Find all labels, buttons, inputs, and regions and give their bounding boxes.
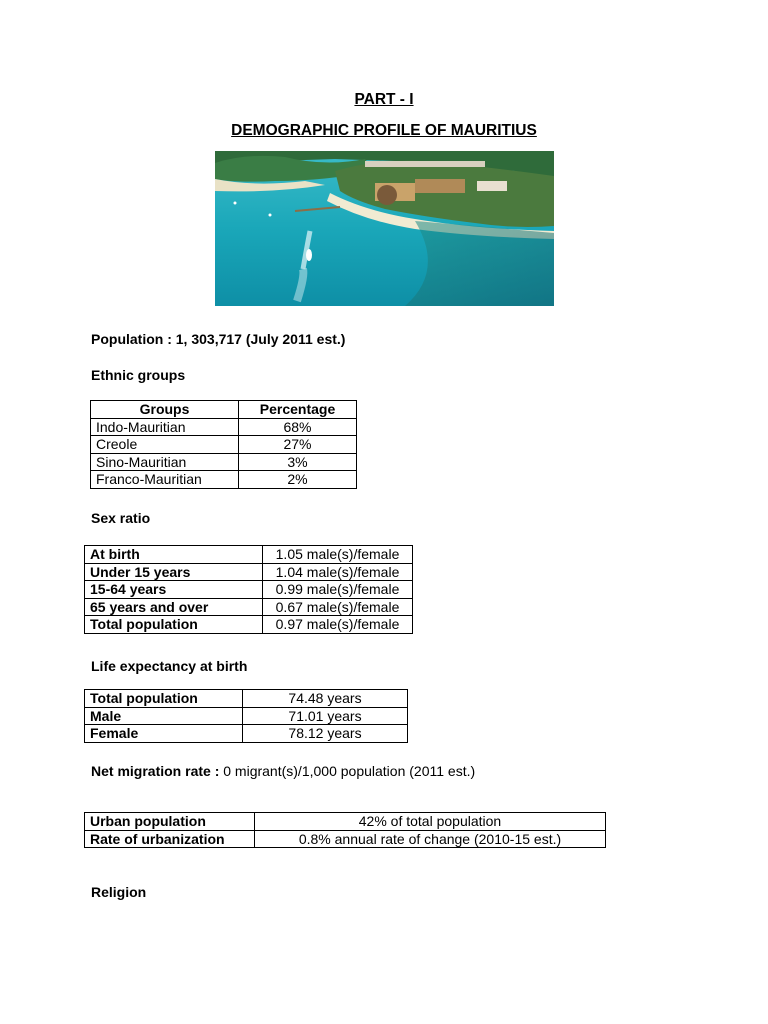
row-label: Female [85,725,243,743]
table-row [85,581,413,599]
table-row [85,616,413,634]
table-row [85,813,606,831]
row-value: 1.04 male(s)/female [263,563,413,581]
table-header-row [91,401,357,419]
row-value: 0.8% annual rate of change (2010-15 est.) [255,830,606,848]
row-value: 0.67 male(s)/female [263,598,413,616]
life-expectancy-heading: Life expectancy at birth [91,658,248,674]
group-cell: Creole [91,436,239,454]
net-migration-label: Net migration rate : [91,763,220,779]
percentage-cell: 68% [239,418,357,436]
row-label: 65 years and over [85,598,263,616]
table-row [91,418,357,436]
row-label: Under 15 years [85,563,263,581]
ethnic-groups-heading: Ethnic groups [91,367,186,383]
table-row [85,707,408,725]
row-value: 0.99 male(s)/female [263,581,413,599]
row-label: Urban population [85,813,255,831]
row-value: 42% of total population [255,813,606,831]
row-value: 0.97 male(s)/female [263,616,413,634]
group-cell: Indo-Mauritian [91,418,239,436]
urbanization-table [84,812,606,848]
row-value: 71.01 years [243,707,408,725]
column-header: Percentage [239,401,357,419]
row-value: 74.48 years [243,690,408,708]
net-migration-line [91,763,475,779]
table-row [85,598,413,616]
sex-ratio-heading: Sex ratio [91,510,151,526]
percentage-cell: 3% [239,453,357,471]
part-heading: PART - I [354,91,414,108]
resort-aerial-photo [215,151,554,306]
column-header: Groups [91,401,239,419]
sex-ratio-table [84,545,413,634]
percentage-cell: 27% [239,436,357,454]
percentage-cell: 2% [239,471,357,489]
page-title: DEMOGRAPHIC PROFILE OF MAURITIUS [231,122,537,139]
table-row [85,725,408,743]
table-row [85,830,606,848]
row-label: Rate of urbanization [85,830,255,848]
net-migration-value: 0 migrant(s)/1,000 population (2011 est.) [219,763,476,779]
table-row [91,453,357,471]
row-label: Male [85,707,243,725]
ethnic-groups-table [90,400,357,489]
row-label: 15-64 years [85,581,263,599]
row-label: Total population [85,616,263,634]
group-cell: Franco-Mauritian [91,471,239,489]
table-row [91,471,357,489]
table-row [85,546,413,564]
row-label: At birth [85,546,263,564]
row-value: 1.05 male(s)/female [263,546,413,564]
row-label: Total population [85,690,243,708]
table-row [91,436,357,454]
table-row [85,563,413,581]
religion-heading: Religion [91,884,147,900]
group-cell: Sino-Mauritian [91,453,239,471]
table-row [85,690,408,708]
population-line: Population : 1, 303,717 (July 2011 est.) [91,331,346,347]
row-value: 78.12 years [243,725,408,743]
life-expectancy-table [84,689,408,743]
